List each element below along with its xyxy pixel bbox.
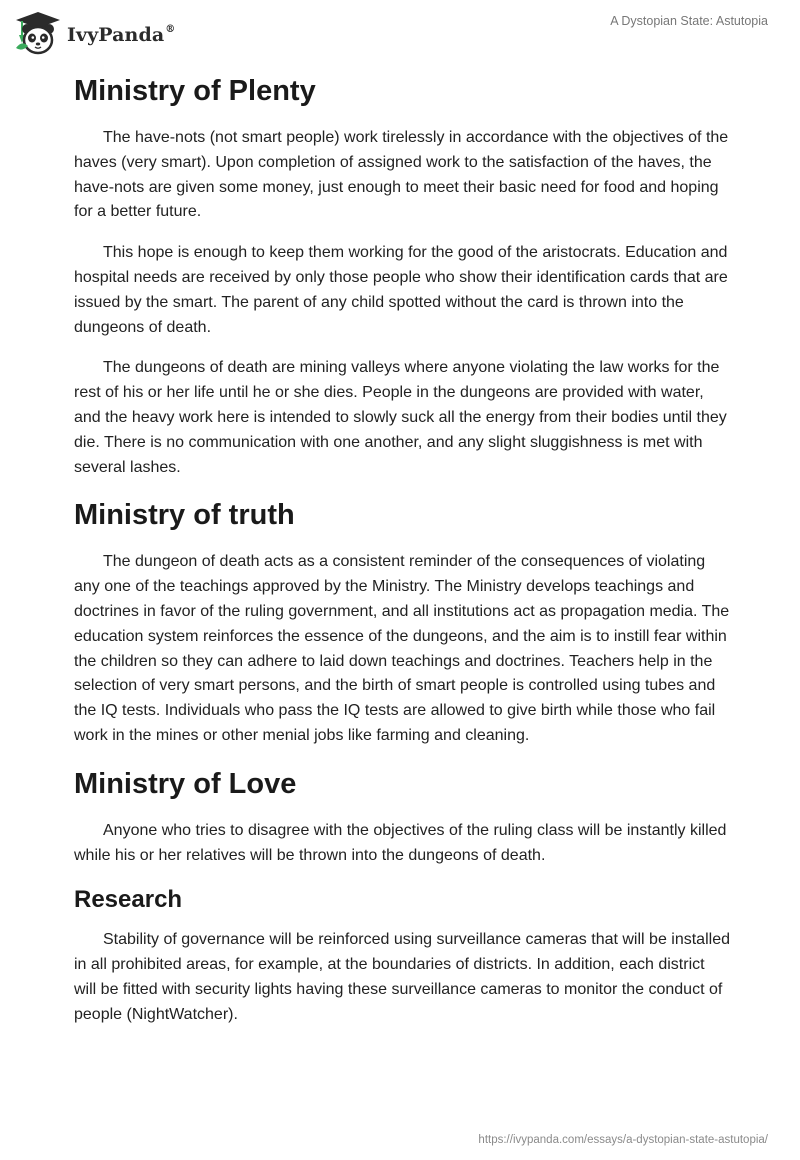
- section-heading-ministry-of-truth: Ministry of truth: [74, 499, 295, 532]
- panda-graduate-icon: [14, 10, 62, 56]
- source-url[interactable]: https://ivypanda.com/essays/a-dystopian-state-astutopia/: [478, 1134, 768, 1146]
- essay-body: [74, 70, 730, 1028]
- paragraph: Anyone who tries to disagree with the objectives of the ruling class will be instantly killed while his or her relatives will be thrown into the dungeons of death.: [74, 821, 727, 864]
- ivypanda-logo[interactable]: [14, 10, 175, 56]
- paragraph: The dungeons of death are mining valleys where anyone violating the law works for the rest of his or her life until he or she dies. People in the dungeons are provided with water, and the heavy work here is intended to slowly suck all the energy from their bodies until they die. There is no communication with one another, and any slight sluggishness is met with several lashes.: [74, 359, 727, 476]
- section-heading-ministry-of-plenty: Ministry of Plenty: [74, 75, 316, 107]
- brand-name: IvyPanda®: [67, 23, 176, 46]
- page-header: [0, 0, 800, 70]
- paragraph: The have-nots (not smart people) work tirelessly in accordance with the objectives of the haves (very smart). Upon completion of assigned work to the satisfaction of the haves, the have-nots are given some money, just enough to meet their basic need for food and hoping for a better future.: [74, 129, 729, 221]
- section-heading-research: Research: [74, 886, 183, 914]
- paragraph: The dungeon of death acts as a consistent reminder of the consequences of violating any one of the teachings approved by the Ministry. The Ministry develops teachings and doctrines in favor of the ruling government, and all institutions act as propagation media. The education system reinforces the essence of the dungeons, and the aim is to instill fear within the children so they can adhere to laid down teachings and doctrines. Teachers help in the selection of very smart persons, and the birth of smart people is controlled using tubes and the IQ tests. Individuals who pass the IQ tests are allowed to give birth while those who fail work in the mines or other menial jobs like farming and cleaning.: [74, 553, 730, 744]
- paragraph: Stability of governance will be reinforced using surveillance cameras that will be installed in all prohibited areas, for example, at the boundaries of districts. In addition, each district will be fitted with security lights having these surveillance cameras to monitor the conduct of people (NightWatcher).: [74, 931, 730, 1023]
- document-title: A Dystopian State: Astutopia: [610, 14, 768, 28]
- paragraph: This hope is enough to keep them working for the good of the aristocrats. Education and hospital needs are received by only those people who show their identification cards that are issued by the smart. The parent of any child spotted without the card is thrown into the dungeons of death.: [74, 244, 728, 336]
- section-heading-ministry-of-love: Ministry of Love: [74, 767, 297, 800]
